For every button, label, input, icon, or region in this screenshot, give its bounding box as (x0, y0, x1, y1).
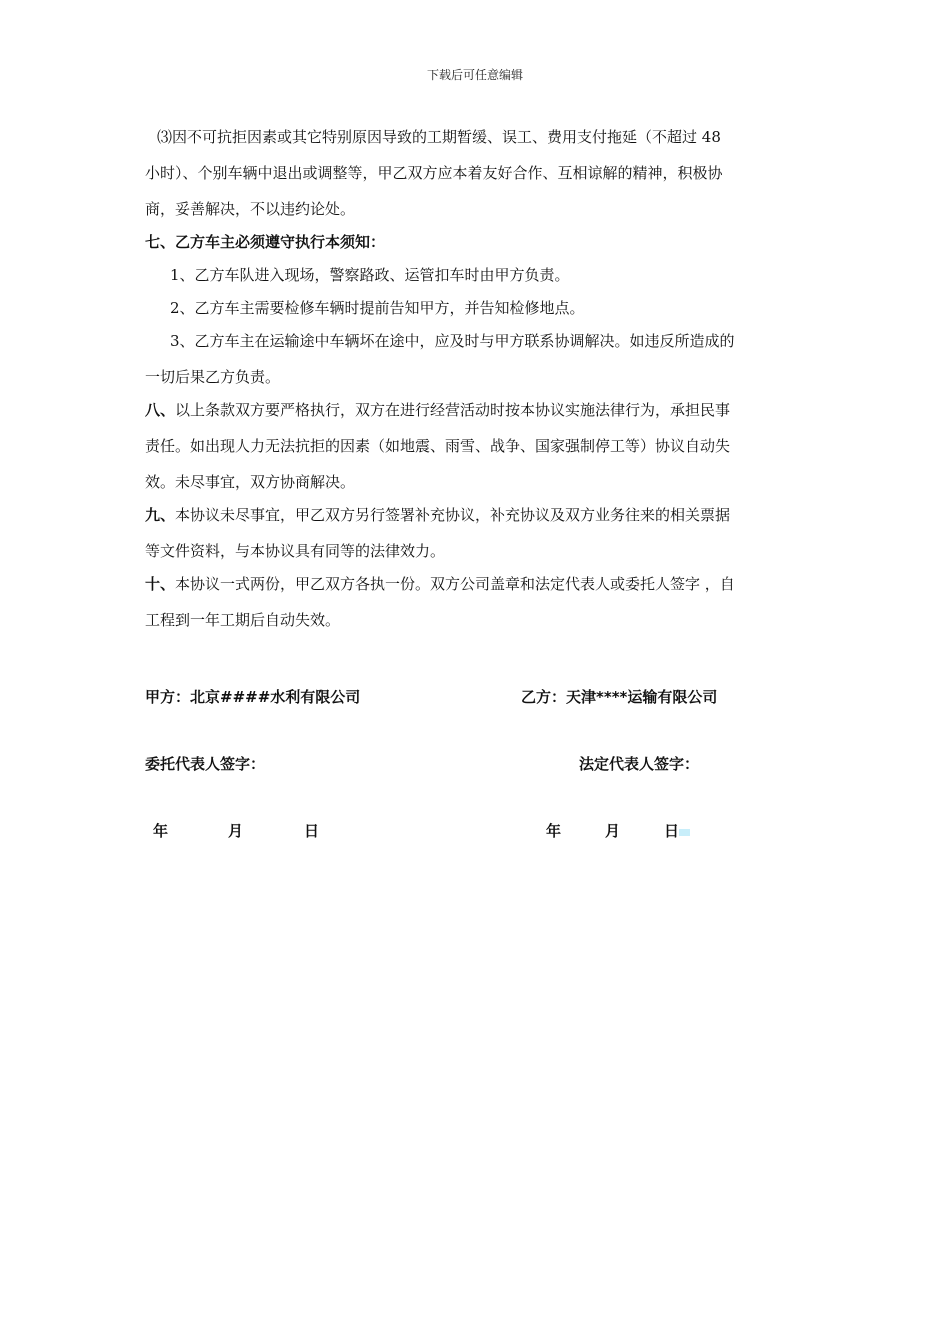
clause3-line3: 商，妥善解决，不以违约论处。 (145, 200, 356, 218)
section8-line3: 效。未尽事宜，双方协商解决。 (145, 473, 356, 491)
section9-line1 (145, 502, 810, 538)
section9-line2: 等文件资料，与本协议具有同等的法律效力。 (145, 542, 446, 560)
section7-item3-line1: 3、乙方车主在运输途中车辆坏在途中，应及时与甲方联系协调解决。如违反所造成的 (170, 332, 735, 350)
section10-text1: 本协议一式两份，甲乙双方各执一份。双方公司盖章和法定代表人或委托人签字 ，自 (175, 575, 735, 593)
party-b-date-year: 年 (546, 822, 562, 840)
party-b-name: 乙方：天津****运输有限公司 (521, 688, 718, 706)
section9-text1: 本协议未尽事宜，甲乙双方另行签署补充协议，补充协议及双方业务往来的相关票据 (175, 506, 731, 524)
party-a-date-month: 月 (228, 822, 244, 840)
clause3-line1: ⑶因不可抗拒因素或其它特别原因导致的工期暂缓、误工、费用支付拖延（不超过 48 (157, 128, 721, 146)
clause3-line2: 小时）、个别车辆中退出或调整等，甲乙双方应本着友好合作、互相谅解的精神，积极协 (145, 164, 723, 182)
text-cursor-highlight (679, 829, 690, 836)
section10-line1 (145, 571, 810, 607)
section8-text1: 以上条款双方要严格执行，双方在进行经营活动时按本协议实施法律行为，承担民事 (175, 401, 731, 419)
section8-line2: 责任。如出现人力无法抗拒的因素（如地震、雨雪、战争、国家强制停工等）协议自动失 (145, 437, 731, 455)
header-note: 下载后可任意编辑 (426, 68, 523, 82)
section10-line2: 工程到一年工期后自动失效。 (145, 611, 341, 629)
section7-item3-line2: 一切后果乙方负责。 (145, 368, 281, 386)
section9-prefix: 九、 (145, 506, 176, 524)
party-b-date-month: 月 (605, 822, 621, 840)
party-b-rep-signature: 法定代表人签字： (579, 755, 700, 773)
party-a-date-year: 年 (153, 822, 169, 840)
party-a-name: 甲方：北京####水利有限公司 (145, 688, 361, 706)
section10-prefix: 十、 (145, 575, 176, 593)
section7-item1: 1、乙方车队进入现场，警察路政、运管扣车时由甲方负责。 (170, 266, 570, 284)
party-a-rep-signature: 委托代表人签字： (145, 755, 266, 773)
party-a-date-day: 日 (304, 822, 320, 840)
party-b-date-day: 日 (664, 822, 680, 840)
section8-line1 (145, 397, 810, 433)
section8-prefix: 八、 (145, 401, 176, 419)
section7-heading: 七、乙方车主必须遵守执行本须知： (145, 233, 386, 251)
section7-item2: 2、乙方车主需要检修车辆时提前告知甲方，并告知检修地点。 (170, 299, 585, 317)
document-body (145, 124, 810, 643)
